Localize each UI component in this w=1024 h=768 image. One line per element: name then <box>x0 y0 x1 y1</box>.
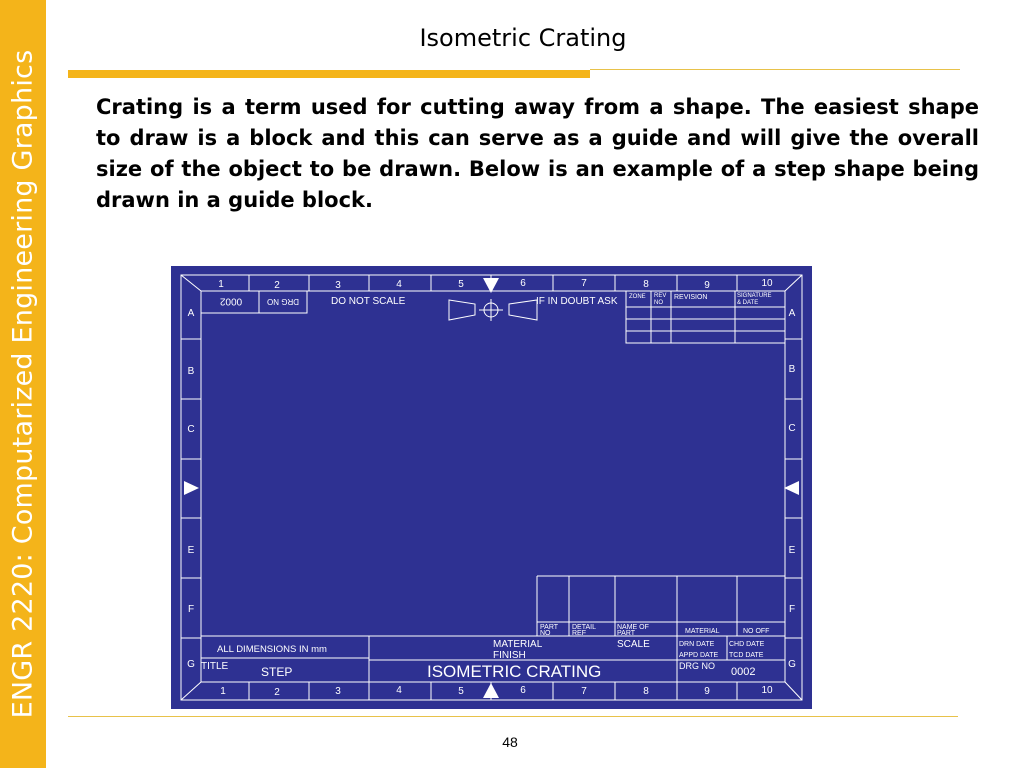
slide-title: Isometric Crating <box>419 24 627 52</box>
revision-header: REVISION <box>674 294 708 301</box>
col-label-bottom: 6 <box>520 685 526 696</box>
rev-no-header-2: NO <box>654 300 663 306</box>
footer-rule <box>68 716 958 717</box>
col-label-bottom: 9 <box>704 686 710 697</box>
col-label-top: 1 <box>218 279 224 290</box>
col-label-bottom: 7 <box>581 686 587 697</box>
scale-label: SCALE <box>617 639 650 650</box>
drawing-title: ISOMETRIC CRATING <box>427 662 602 681</box>
if-in-doubt-note: IF IN DOUBT ASK <box>536 296 618 307</box>
col-label-bottom: 4 <box>396 685 402 696</box>
col-label-bottom: 10 <box>761 685 773 696</box>
col-label-top: 4 <box>396 279 402 290</box>
sheet-background <box>171 266 812 709</box>
row-label-right: B <box>788 364 796 375</box>
row-label-left: B <box>187 366 195 377</box>
title-rule-thin <box>590 69 960 70</box>
part-no-header-2: NO <box>540 630 551 637</box>
row-label-left: E <box>187 545 195 556</box>
finish-label: FINISH <box>493 650 526 661</box>
col-label-bottom: 5 <box>458 686 464 697</box>
row-label-right: F <box>788 604 796 615</box>
detail-ref-header-2: REF <box>572 630 586 637</box>
no-off-header: NO OFF <box>743 628 770 635</box>
chd-date-label: CHD DATE <box>729 641 765 648</box>
row-label-left: C <box>187 424 195 435</box>
col-label-bottom: 1 <box>220 686 226 697</box>
title-label: TITLE <box>201 661 229 672</box>
drawing-sheet <box>171 266 812 709</box>
row-label-right: C <box>788 423 796 434</box>
course-title: ENGR 2220: Computarized Engineering Graphics <box>7 49 39 719</box>
row-label-right: E <box>788 545 796 556</box>
zone-header: ZONE <box>629 294 646 300</box>
col-label-top: 7 <box>581 278 587 289</box>
sidebar-band <box>0 0 46 768</box>
drg-no-mirrored: 0002 <box>219 295 243 307</box>
material-label: MATERIAL <box>493 639 543 650</box>
title-rule-thick <box>68 70 590 78</box>
all-dimensions-note: ALL DIMENSIONS IN mm <box>217 644 327 655</box>
tcd-date-label: TCD DATE <box>729 652 764 659</box>
col-label-bottom: 3 <box>335 686 341 697</box>
drn-date-label: DRN DATE <box>679 641 715 648</box>
col-label-top: 2 <box>274 280 280 291</box>
name-of-part-header-2: PART <box>617 630 636 637</box>
page-number: 48 <box>502 734 518 750</box>
col-label-top: 10 <box>761 278 773 289</box>
col-label-top: 8 <box>643 279 649 290</box>
col-label-top: 3 <box>335 280 341 291</box>
row-label-left: F <box>187 604 195 615</box>
part-no-header-1: PART <box>540 624 559 631</box>
col-label-bottom: 2 <box>274 687 280 698</box>
row-label-left: G <box>187 659 195 670</box>
row-label-right: A <box>788 308 796 319</box>
name-of-part-header-1: NAME OF <box>617 624 649 631</box>
material-header: MATERIAL <box>685 628 720 635</box>
title-value: STEP <box>261 665 293 679</box>
col-label-top: 6 <box>520 278 526 289</box>
do-not-scale-note: DO NOT SCALE <box>331 296 406 307</box>
drg-no-label-mirrored: DRG NO <box>267 297 299 307</box>
row-label-left: A <box>187 308 195 319</box>
rev-no-header-1: REV <box>654 293 667 299</box>
row-label-right: G <box>788 659 796 670</box>
drg-no-label: DRG NO <box>679 661 715 671</box>
appd-date-label: APPD DATE <box>679 652 719 659</box>
signature-header-2: & DATE <box>737 300 759 306</box>
signature-header-1: SIGNATURE <box>737 293 772 299</box>
col-label-bottom: 8 <box>643 686 649 697</box>
col-label-top: 9 <box>704 280 710 291</box>
body-paragraph: Crating is a term used for cutting away from a shape. The easiest shape to draw is a block and this can serve as a guide and will give the overall size of the object to be drawn. Below is an example of a step shape being drawn in a guide block. <box>96 95 979 212</box>
detail-ref-header-1: DETAIL <box>572 624 596 631</box>
drg-no-value: 0002 <box>731 666 756 678</box>
col-label-top: 5 <box>458 279 464 290</box>
